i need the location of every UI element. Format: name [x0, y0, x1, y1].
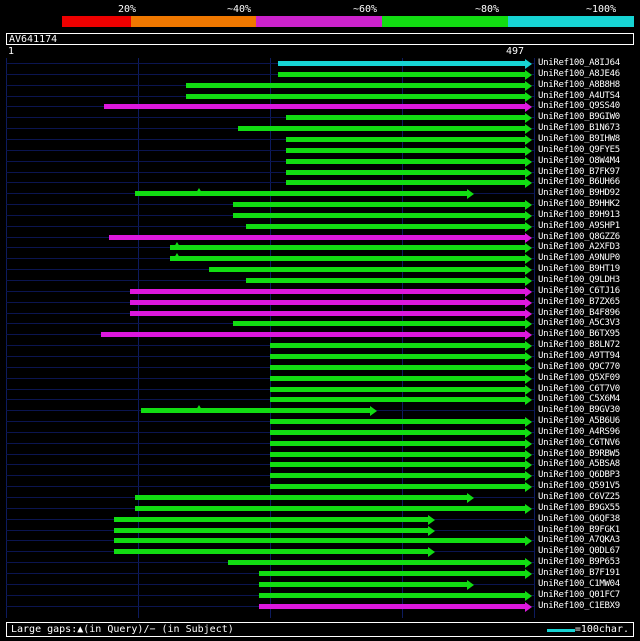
- hit-label[interactable]: UniRef100_A8JE46: [538, 68, 620, 79]
- hit-bar[interactable]: [246, 278, 525, 283]
- hit-arrow-icon: [525, 168, 532, 178]
- hit-label[interactable]: UniRef100_A9NUP0: [538, 253, 620, 264]
- hit-arrow-icon: [525, 265, 532, 275]
- hit-bar[interactable]: [259, 593, 525, 598]
- hit-label[interactable]: UniRef100_A8IJ64: [538, 58, 620, 68]
- hit-arrow-icon: [525, 341, 532, 351]
- hit-bar[interactable]: [114, 517, 427, 522]
- hit-bar[interactable]: [278, 72, 525, 77]
- hit-arrow-icon: [428, 515, 435, 525]
- legend-label-2: ~60%: [353, 4, 378, 15]
- hit-bar[interactable]: [286, 115, 526, 120]
- hit-bar[interactable]: [270, 473, 525, 478]
- hit-row[interactable]: [6, 601, 634, 612]
- hit-bar[interactable]: [170, 256, 526, 261]
- hit-plot: [6, 58, 634, 618]
- legend-segment-0: [6, 16, 62, 27]
- hit-label[interactable]: UniRef100_B9HD92: [538, 188, 620, 199]
- hit-bar[interactable]: [209, 267, 525, 272]
- identity-legend: [6, 4, 634, 28]
- legend-color-bar: [6, 16, 634, 27]
- hit-bar[interactable]: [135, 495, 467, 500]
- hit-bar[interactable]: [270, 484, 525, 489]
- legend-segment-5: [508, 16, 634, 27]
- hit-bar[interactable]: [259, 604, 525, 609]
- legend-segment-3: [256, 16, 382, 27]
- hit-arrow-icon: [525, 602, 532, 612]
- hit-arrow-icon: [467, 580, 474, 590]
- scale-bar-icon: [547, 629, 575, 632]
- legend-label-1: ~40%: [227, 4, 252, 15]
- hit-arrow-icon: [525, 591, 532, 601]
- hit-bar[interactable]: [228, 560, 526, 565]
- hit-bar[interactable]: [270, 441, 525, 446]
- query-gap-triangle-icon: [174, 253, 180, 258]
- hit-label[interactable]: UniRef100_Q8GZZ6: [538, 231, 620, 242]
- hit-arrow-icon: [525, 233, 532, 243]
- hit-arrow-icon: [525, 319, 532, 329]
- hit-bar[interactable]: [233, 213, 525, 218]
- hit-bar[interactable]: [286, 148, 526, 153]
- hit-bar[interactable]: [286, 170, 526, 175]
- hit-label[interactable]: UniRef100_B9H913: [538, 209, 620, 220]
- hit-bar[interactable]: [109, 235, 525, 240]
- legend-labels: [6, 4, 634, 16]
- legend-label-4: ~100%: [586, 4, 617, 15]
- footer-bar: [6, 622, 634, 637]
- hit-label[interactable]: UniRef100_B6TX95: [538, 329, 620, 340]
- hit-arrow-icon: [525, 276, 532, 286]
- hit-label[interactable]: UniRef100_B9HHK2: [538, 199, 620, 210]
- hit-bar[interactable]: [259, 571, 525, 576]
- hit-label[interactable]: UniRef100_B8LN72: [538, 340, 620, 351]
- hit-label[interactable]: UniRef100_C6VZ25: [538, 492, 620, 502]
- hit-label[interactable]: UniRef100_C6T7V0: [538, 383, 620, 394]
- hit-bar[interactable]: [141, 408, 370, 413]
- hit-bar[interactable]: [286, 159, 526, 164]
- hit-bar[interactable]: [114, 549, 427, 554]
- hit-label[interactable]: UniRef100_Q9LDH3: [538, 275, 620, 285]
- hit-label[interactable]: UniRef100_C1EBX9: [538, 600, 620, 611]
- hit-bar[interactable]: [135, 191, 467, 196]
- ruler-end-label: 497: [506, 46, 525, 57]
- hit-bar[interactable]: [259, 582, 467, 587]
- hit-label[interactable]: UniRef100_Q0DL67: [538, 546, 620, 557]
- hit-arrow-icon: [525, 222, 532, 232]
- hit-arrow-icon: [525, 417, 532, 427]
- legend-label-0: 20%: [118, 4, 137, 15]
- hit-bar[interactable]: [286, 137, 526, 142]
- hit-label[interactable]: UniRef100_Q6DBP3: [538, 470, 620, 481]
- hit-arrow-icon: [525, 309, 532, 319]
- hit-arrow-icon: [525, 157, 532, 167]
- hit-label[interactable]: UniRef100_Q9FYE5: [538, 144, 620, 155]
- hit-arrow-icon: [525, 460, 532, 470]
- hit-label[interactable]: UniRef100_Q9C770: [538, 361, 620, 372]
- hit-arrow-icon: [525, 428, 532, 438]
- legend-label-3: ~80%: [475, 4, 500, 15]
- hit-bar[interactable]: [270, 430, 525, 435]
- hit-label[interactable]: UniRef100_B7F191: [538, 567, 620, 578]
- legend-segment-2: [131, 16, 256, 27]
- hit-label[interactable]: UniRef100_B9GIW0: [538, 112, 620, 123]
- query-gap-triangle-icon: [196, 188, 202, 193]
- hit-label[interactable]: UniRef100_B9P653: [538, 557, 620, 568]
- hit-arrow-icon: [525, 330, 532, 340]
- hit-arrow-icon: [525, 59, 532, 69]
- hit-arrow-icon: [525, 70, 532, 80]
- hit-arrow-icon: [525, 352, 532, 362]
- hit-arrow-icon: [525, 135, 532, 145]
- hit-label[interactable]: UniRef100_B9GV30: [538, 405, 620, 416]
- hit-arrow-icon: [525, 102, 532, 112]
- hit-bar[interactable]: [135, 506, 525, 511]
- hit-bar[interactable]: [270, 343, 525, 348]
- hit-arrow-icon: [525, 146, 532, 156]
- hit-arrow-icon: [525, 504, 532, 514]
- legend-segment-1: [62, 16, 131, 27]
- hit-label[interactable]: UniRef100_A8B8H8: [538, 79, 620, 90]
- hit-arrow-icon: [525, 439, 532, 449]
- hit-arrow-icon: [525, 482, 532, 492]
- hit-bar[interactable]: [186, 94, 526, 99]
- hit-label[interactable]: UniRef100_B9GX55: [538, 502, 620, 513]
- hit-label[interactable]: UniRef100_Q9SS40: [538, 101, 620, 112]
- hit-arrow-icon: [525, 200, 532, 210]
- hit-label[interactable]: UniRef100_Q5XF09: [538, 372, 620, 383]
- hit-label[interactable]: UniRef100_A5BSA8: [538, 459, 620, 470]
- hit-bar[interactable]: [114, 538, 525, 543]
- query-gap-triangle-icon: [196, 405, 202, 410]
- query-bar: [6, 33, 634, 45]
- hit-arrow-icon: [467, 189, 474, 199]
- hit-bar[interactable]: [270, 462, 525, 467]
- hit-label[interactable]: UniRef100_B4F896: [538, 307, 620, 318]
- query-gap-triangle-icon: [174, 242, 180, 247]
- hit-label[interactable]: UniRef100_A4UTS4: [538, 90, 620, 101]
- hit-arrow-icon: [525, 298, 532, 308]
- hit-arrow-icon: [525, 471, 532, 481]
- hit-label[interactable]: UniRef100_B9RBW5: [538, 448, 620, 459]
- hit-bar[interactable]: [130, 311, 525, 316]
- hit-bar[interactable]: [104, 104, 526, 109]
- hit-label[interactable]: UniRef100_C6TJ16: [538, 285, 620, 296]
- hit-arrow-icon: [525, 558, 532, 568]
- hit-bar[interactable]: [270, 419, 525, 424]
- legend-segment-4: [382, 16, 508, 27]
- scale-legend-text: =100char.: [574, 624, 629, 635]
- hit-arrow-icon: [525, 124, 532, 134]
- gap-legend-text: Large gaps:▲(in Query)/− (in Subject): [11, 624, 234, 635]
- hit-label[interactable]: UniRef100_B9IHW8: [538, 133, 620, 144]
- hit-label[interactable]: UniRef100_A5B6U6: [538, 416, 620, 427]
- hit-bar[interactable]: [270, 376, 525, 381]
- ruler-start-label: 1: [8, 46, 15, 57]
- hit-label[interactable]: UniRef100_A9SHP1: [538, 220, 620, 231]
- hit-label[interactable]: UniRef100_O8W4M4: [538, 155, 620, 166]
- hit-bar[interactable]: [130, 289, 525, 294]
- hit-arrow-icon: [428, 547, 435, 557]
- hit-arrow-icon: [467, 493, 474, 503]
- hit-bar[interactable]: [130, 300, 525, 305]
- hit-arrow-icon: [525, 385, 532, 395]
- hit-label[interactable]: UniRef100_B9HT19: [538, 264, 620, 275]
- hit-arrow-icon: [525, 92, 532, 102]
- hit-label[interactable]: UniRef100_B6UH66: [538, 177, 620, 188]
- hit-label[interactable]: UniRef100_C5X6M4: [538, 394, 620, 405]
- hit-bar[interactable]: [233, 202, 525, 207]
- query-id: AV641174: [9, 34, 58, 45]
- hit-label[interactable]: UniRef100_A7QKA3: [538, 535, 620, 546]
- hit-arrow-icon: [525, 536, 532, 546]
- hit-label[interactable]: UniRef100_B7ZX65: [538, 296, 620, 307]
- hit-bar[interactable]: [238, 126, 525, 131]
- hit-arrow-icon: [525, 178, 532, 188]
- hit-arrow-icon: [525, 569, 532, 579]
- hit-bar[interactable]: [270, 452, 525, 457]
- hit-bar[interactable]: [270, 365, 525, 370]
- hit-bar[interactable]: [270, 354, 525, 359]
- hit-bar[interactable]: [278, 61, 525, 66]
- hit-arrow-icon: [525, 81, 532, 91]
- hit-arrow-icon: [428, 526, 435, 536]
- hit-label[interactable]: UniRef100_Q01FC7: [538, 589, 620, 600]
- hit-label[interactable]: UniRef100_Q6QF38: [538, 513, 620, 524]
- hit-bar[interactable]: [114, 528, 427, 533]
- hit-label[interactable]: UniRef100_B1N673: [538, 123, 620, 134]
- hit-arrow-icon: [525, 287, 532, 297]
- hit-arrow-icon: [525, 254, 532, 264]
- hit-bar[interactable]: [233, 321, 525, 326]
- hit-bar[interactable]: [246, 224, 525, 229]
- hit-label[interactable]: UniRef100_Q591V5: [538, 481, 620, 492]
- hit-arrow-icon: [525, 211, 532, 221]
- hit-label[interactable]: UniRef100_C1MW04: [538, 578, 620, 589]
- hit-label[interactable]: UniRef100_A4RS96: [538, 426, 620, 437]
- hit-label[interactable]: UniRef100_A9TT94: [538, 350, 620, 361]
- hit-arrow-icon: [525, 113, 532, 123]
- hit-arrow-icon: [370, 406, 377, 416]
- hit-bar[interactable]: [186, 83, 526, 88]
- hit-bar[interactable]: [170, 245, 526, 250]
- hit-arrow-icon: [525, 450, 532, 460]
- hit-bar[interactable]: [101, 332, 525, 337]
- hit-bar[interactable]: [270, 397, 525, 402]
- hit-arrow-icon: [525, 363, 532, 373]
- subject-gap-dash-icon: [241, 561, 248, 562]
- hit-bar[interactable]: [286, 180, 526, 185]
- hit-label[interactable]: UniRef100_A2XFD3: [538, 242, 620, 253]
- hit-arrow-icon: [525, 374, 532, 384]
- hit-arrow-icon: [525, 395, 532, 405]
- hit-label[interactable]: UniRef100_C6TNV6: [538, 437, 620, 448]
- hit-bar[interactable]: [270, 387, 525, 392]
- hit-arrow-icon: [525, 243, 532, 253]
- hit-label[interactable]: UniRef100_B7FK97: [538, 166, 620, 177]
- hit-label[interactable]: UniRef100_A5C3V3: [538, 318, 620, 329]
- hit-label[interactable]: UniRef100_B9FGK1: [538, 524, 620, 535]
